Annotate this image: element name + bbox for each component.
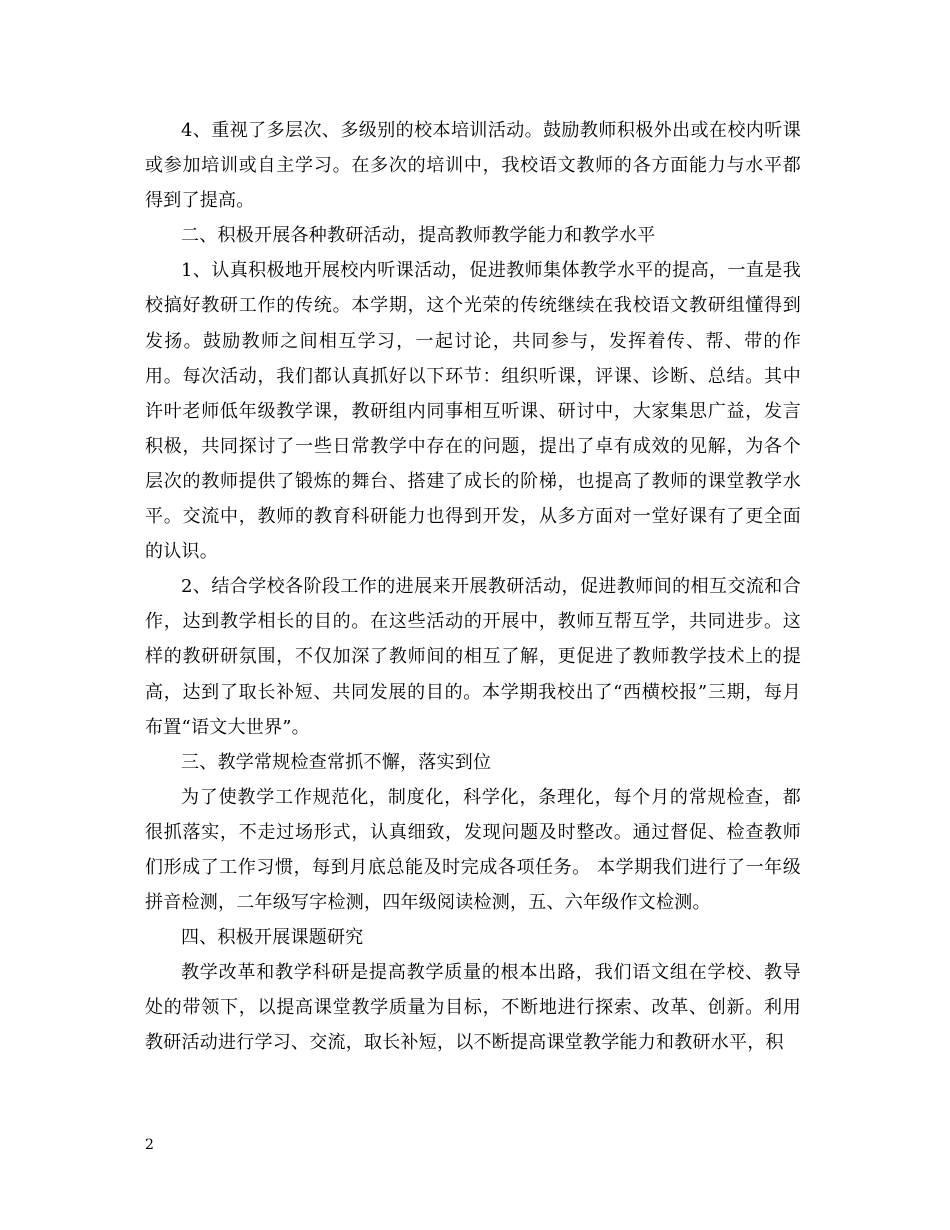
paragraph-training-activities: 4、重视了多层次、多级别的校本培训活动。鼓励教师积极外出或在校内听课或参加培训或自主学习。在多次的培训中，我校语文教师的各方面能力与水平都得到了提高。 [145,120,801,212]
paragraph-research-projects: 教学改革和教学科研是提高教学质量的根本出路，我们语文组在学校、教导处的带领下，以提高课堂教学质量为目标，不断地进行探索、改革、创新。利用教研活动进行学习、交流，取长补短，以不断提高课堂教学能力和教研水平，积 [145,962,801,1054]
section-heading-2: 二、积极开展各种教研活动，提高教师教学能力和教学水平 [181,225,656,247]
document-body [145,113,801,1061]
paragraph-lesson-observation: 1、认真积极地开展校内听课活动，促进教师集体教学水平的提高，一直是我校搞好教研工作的传统。本学期，这个光荣的传统继续在我校语文教研组懂得到发扬。鼓励教师之间相互学习，一起讨论，共同参与，发挥着传、帮、带的作用。每次活动，我们都认真抓好以下环节：组织听课，评课、诊断、总结。其中许叶老师低年级教学课，教研组内同事相互听课、研讨中，大家集思广益，发言积极，共同探讨了一些日常教学中存在的问题，提出了卓有成效的见解，为各个层次的教师提供了锻炼的舞台、搭建了成长的阶梯，也提高了教师的课堂教学水平。交流中，教师的教育科研能力也得到开发，从多方面对一堂好课有了更全面的认识。 [145,260,801,563]
page-number: 2 [145,1137,154,1153]
section-heading-4: 四、积极开展课题研究 [181,927,364,949]
paragraph-routine-inspection: 为了使教学工作规范化，制度化，科学化，条理化，每个月的常规检查，都很抓落实，不走过场形式，认真细致，发现问题及时整改。通过督促、检查教师们形成了工作习惯，每到月底总能及时完成各项任务。 本学期我们进行了一年级拼音检测，二年级写字检测，四年级阅读检测，五、六年级作文检测。 [145,786,801,914]
section-heading-3: 三、教学常规检查常抓不懈，落实到位 [181,751,492,773]
paragraph-exchange-cooperation: 2、结合学校各阶段工作的进展来开展教研活动，促进教师间的相互交流和合作，达到教学相长的目的。在这些活动的开展中，教师互帮互学，共同进步。这样的教研研氛围，不仅加深了教师间的相互了解，更促进了教师教学技术上的提高，达到了取长补短、共同发展的目的。本学期我校出了“西横校报”三期，每月布置“语文大世界”。 [145,576,801,738]
